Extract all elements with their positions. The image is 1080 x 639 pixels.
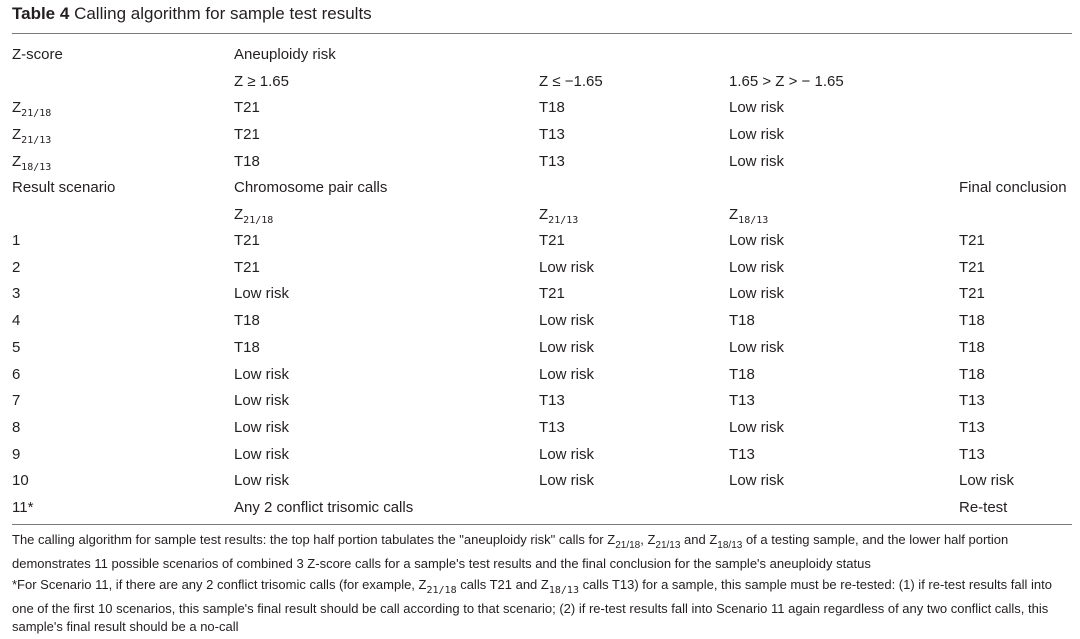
scenario-number: 8	[12, 418, 21, 436]
scenario-number: 3	[12, 285, 21, 303]
table-title	[12, 4, 372, 24]
pair-call-cell: T13	[729, 392, 755, 410]
z-label-21-18: $Z_{21/18}$	[12, 99, 52, 119]
final-conclusion-cell: T18	[959, 338, 985, 356]
header-final-conclusion: Final conclusion	[959, 179, 1067, 196]
final-conclusion-cell: T21	[959, 232, 985, 249]
pair-call-cell: T13	[539, 418, 565, 436]
final-conclusion-cell: T18	[959, 365, 985, 383]
scenario-11-text: Any 2 conflict trisomic calls	[234, 499, 414, 516]
pair-call-cell: T21	[234, 232, 260, 249]
pair-call-cell: Low risk	[234, 445, 290, 463]
scenario-number: 9	[12, 445, 21, 463]
threshold-low: Z ≤ −1.65	[539, 73, 603, 90]
table-cell: T18	[539, 99, 565, 116]
pair-call-cell: Low risk	[539, 472, 595, 490]
pair-call-cell: T21	[539, 285, 565, 303]
table-caption: Calling algorithm for sample test results	[74, 4, 372, 23]
header-result-scenario: Result scenario	[12, 179, 116, 196]
pair-call-cell: Low risk	[539, 258, 595, 276]
threshold-high: Z ≥ 1.65	[234, 73, 289, 90]
scenario-number: 6	[12, 365, 21, 383]
z-label-21-13: $Z_{21/13}$	[12, 126, 52, 146]
pair-call-cell: Low risk	[539, 312, 595, 330]
header-chromosome-pair-calls: Chromosome pair calls	[234, 179, 388, 196]
pair-call-cell: T18	[729, 312, 755, 330]
pair-call-cell: T18	[729, 365, 755, 383]
table-label: Table 4	[12, 4, 70, 23]
pair-call-cell: Low risk	[234, 285, 290, 303]
table-cell: T18	[234, 153, 260, 170]
pair-call-cell: T13	[539, 392, 565, 410]
header-z-score: Z-score	[12, 46, 63, 63]
scenario-number: 5	[12, 338, 21, 356]
pair-call-cell: Low risk	[729, 472, 785, 490]
table-cell: Low risk	[729, 153, 785, 170]
pair-call-cell: Low risk	[234, 365, 290, 383]
pair-call-cell: Low risk	[729, 338, 785, 356]
pair-header-21-18: $Z_{21/18}$	[234, 206, 274, 226]
z-label-18-13: $Z_{18/13}$	[12, 153, 52, 173]
pair-header-21-13: $Z_{21/13}$	[539, 206, 579, 226]
pair-call-cell: Low risk	[729, 258, 785, 276]
pair-call-cell: T18	[234, 312, 260, 330]
threshold-mid: 1.65 > Z > − 1.65	[729, 73, 844, 90]
pair-header-18-13: $Z_{18/13}$	[729, 206, 769, 226]
bottom-rule	[12, 524, 1072, 525]
table-cell: T21	[234, 126, 260, 143]
pair-call-cell: Low risk	[234, 392, 290, 410]
scenario-11-final: Re-test	[959, 499, 1008, 516]
scenario-number: 1	[12, 232, 21, 249]
pair-call-cell: Low risk	[539, 445, 595, 463]
top-rule	[12, 33, 1072, 34]
footnote-1: The calling algorithm for sample test results: the top half portion tabulates the "aneuploidy risk" calls for $Z_{21/18}$, $Z_{21/13}$ and $Z_{18/13}$ of a testing sample, and the lower half portion demonstrates 11 possible scenarios of combined 3 Z-score calls for a sample's test results and the final conclusion for the sample's aneuploidy status	[12, 532, 1009, 571]
final-conclusion-cell: T13	[959, 418, 985, 436]
scenario-number: 2	[12, 258, 21, 276]
final-conclusion-cell: T13	[959, 445, 985, 463]
final-conclusion-cell: T21	[959, 258, 985, 276]
pair-call-cell: Low risk	[539, 365, 595, 383]
scenario-11-number: 11*	[12, 499, 34, 516]
table-cell: Low risk	[729, 126, 785, 143]
table-cell: T13	[539, 126, 565, 143]
table-cell: T13	[539, 153, 565, 170]
pair-call-cell: T21	[234, 258, 260, 276]
pair-call-cell: Low risk	[234, 472, 290, 490]
pair-call-cell: Low risk	[234, 418, 290, 436]
table-cell: Low risk	[729, 99, 785, 116]
final-conclusion-cell: T18	[959, 312, 985, 330]
scenario-number: 7	[12, 392, 21, 410]
pair-call-cell: Low risk	[729, 285, 785, 303]
final-conclusion-cell: T13	[959, 392, 985, 410]
scenario-number: 4	[12, 312, 21, 330]
pair-call-cell: Low risk	[539, 338, 595, 356]
pair-call-cell: T21	[539, 232, 565, 249]
footnote-2: *For Scenario 11, if there are any 2 conflict trisomic calls (for example, $Z_{21/18}$ calls T21 and $Z_{18/13}$ calls T13) for a sample, this sample must be re-tested: (1) if re-test results fall into one of the first 10 scenarios, this sample's final result should be call according to that scenario; (2) if re-test results fall into Scenario 11 again regardless of any two conflict calls, this sample's final result should be a no-call	[12, 577, 1052, 634]
final-conclusion-cell: T21	[959, 285, 985, 303]
table-cell: T21	[234, 99, 260, 116]
pair-call-cell: Low risk	[729, 418, 785, 436]
header-aneuploidy-risk: Aneuploidy risk	[234, 46, 336, 63]
final-conclusion-cell: Low risk	[959, 472, 1015, 490]
pair-call-cell: T13	[729, 445, 755, 463]
pair-call-cell: T18	[234, 338, 260, 356]
pair-call-cell: Low risk	[729, 232, 785, 249]
scenario-number: 10	[12, 472, 29, 490]
